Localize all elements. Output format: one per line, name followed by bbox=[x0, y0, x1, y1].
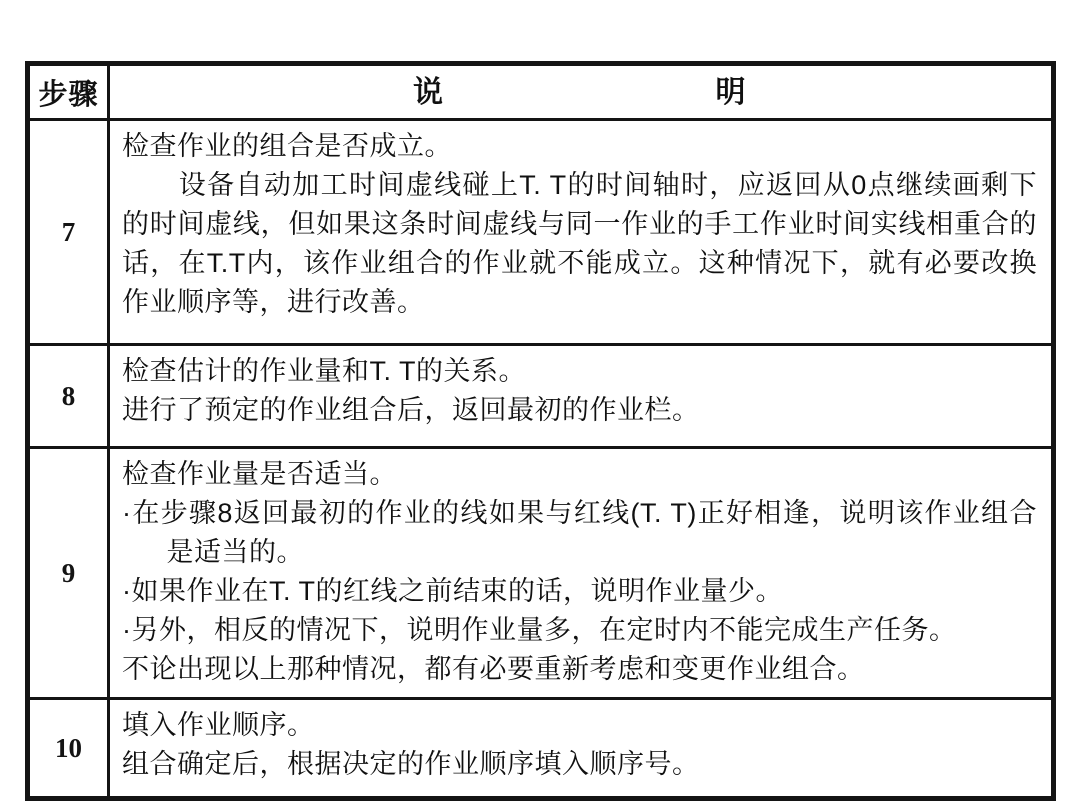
table-row-step-9 bbox=[30, 446, 1051, 697]
table-row-step-7 bbox=[30, 118, 1051, 343]
header-desc-cell bbox=[110, 66, 1051, 118]
step-number: 9 bbox=[61, 557, 76, 588]
step-cell bbox=[30, 121, 110, 343]
desc-line: 填入作业顺序。 bbox=[122, 710, 315, 740]
desc-line: 进行了预定的作业组合后，返回最初的作业栏。 bbox=[122, 395, 700, 425]
table-header-row bbox=[30, 66, 1051, 118]
desc-cell bbox=[110, 449, 1051, 697]
desc-line: 组合确定后，根据决定的作业顺序填入顺序号。 bbox=[122, 749, 700, 779]
step-cell bbox=[30, 449, 110, 697]
desc-cell bbox=[110, 700, 1051, 796]
header-desc-char-left: 说 bbox=[413, 75, 444, 109]
step-cell bbox=[30, 700, 110, 796]
steps-table bbox=[25, 61, 1056, 801]
desc-cell bbox=[110, 346, 1051, 446]
desc-line: 检查作业量是否适当。 bbox=[122, 459, 397, 489]
header-step-label: 步骤 bbox=[38, 78, 99, 111]
desc-line-bullet: ·在步骤8返回最初的作业的线如果与红线(T. T)正好相逢，说明该作业组合是适当的。 bbox=[122, 498, 1037, 567]
step-cell bbox=[30, 346, 110, 446]
desc-line-bullet: ·另外，相反的情况下，说明作业量多，在定时内不能完成生产任务。 bbox=[122, 615, 957, 645]
step-number: 7 bbox=[61, 216, 76, 247]
header-step-cell bbox=[30, 66, 110, 118]
desc-line: 检查估计的作业量和T. T的关系。 bbox=[122, 356, 527, 386]
desc-line: 检查作业的组合是否成立。 bbox=[122, 131, 452, 161]
desc-line-bullet: ·如果作业在T. T的红线之前结束的话，说明作业量少。 bbox=[122, 576, 783, 606]
step-number: 8 bbox=[61, 380, 76, 411]
table-row-step-10 bbox=[30, 697, 1051, 796]
step-number: 10 bbox=[55, 732, 82, 763]
desc-cell bbox=[110, 121, 1051, 343]
desc-line: 不论出现以上那种情况，都有必要重新考虑和变更作业组合。 bbox=[122, 654, 865, 684]
table-row-step-8 bbox=[30, 343, 1051, 446]
header-desc-char-right: 明 bbox=[715, 75, 746, 109]
desc-line: 设备自动加工时间虚线碰上T. T的时间轴时，应返回从0点继续画剩下的时间虚线，但如果这条时间虚线与同一作业的手工作业时间实线相重合的话，在T.T内，该作业组合的作业就不能成立。这种情况下，就有必要改换作业顺序等，进行改善。 bbox=[122, 170, 1037, 317]
